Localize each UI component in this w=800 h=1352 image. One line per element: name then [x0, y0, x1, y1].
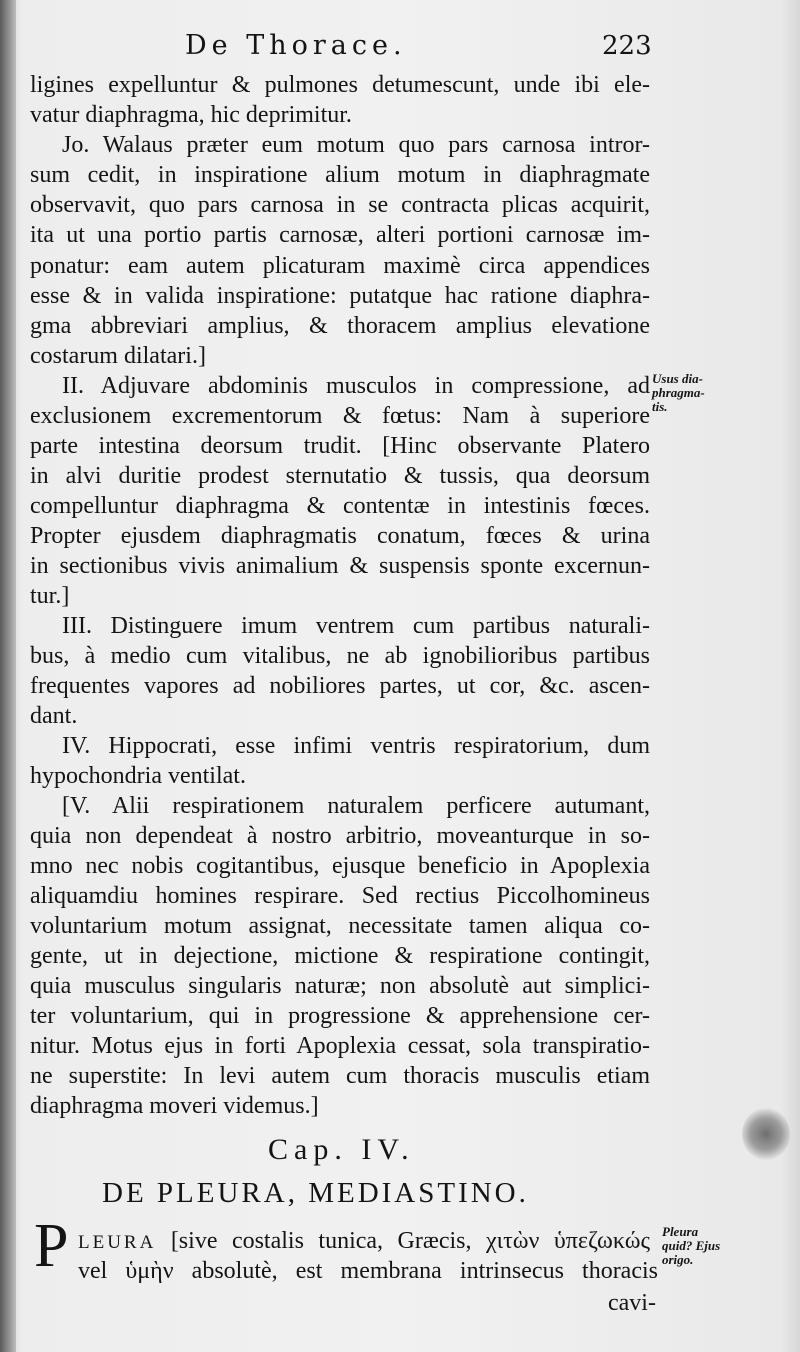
marginal-note-pleura	[662, 1225, 720, 1267]
body-line: ita ut una portio partis carnosæ, alteri portioni carnosæ im-	[30, 222, 650, 248]
body-line: parte intestina deorsum trudit. [Hinc observante Platero	[30, 433, 650, 459]
body-line: ponatur: eam autem plicaturam maximè circa appendices	[30, 253, 650, 279]
marginal-note-line: phragma-	[652, 385, 705, 400]
body-line: Jo. Walaus præter eum motum quo pars carnosa intror-	[62, 132, 650, 158]
body-line: ligines expelluntur & pulmones detumescunt, unde ibi ele-	[30, 72, 650, 98]
drop-cap: P	[34, 1212, 69, 1280]
catchword: cavi-	[608, 1290, 656, 1316]
body-line: [V. Alii respirationem naturalem perficere autumant,	[62, 793, 650, 819]
body-line: IV. Hippocrati, esse infimi ventris respiratorium, dum	[62, 733, 650, 759]
marginal-note-line: Pleura	[662, 1224, 699, 1239]
body-line: esse & in valida inspiratione: putatque hac ratione diaphra-	[30, 283, 650, 309]
chapter-line-text: [sive costalis tunica, Græcis, χιτὼν ὑπεζωκώς	[170, 1228, 650, 1254]
body-line: costarum dilatari.]	[30, 343, 206, 369]
chapter-line-1	[78, 1226, 650, 1258]
body-line: diaphragma moveri videmus.]	[30, 1093, 319, 1119]
body-line: ter voluntarium, qui in progressione & apprehensione cer-	[30, 1003, 650, 1029]
body-line: mno nec nobis cogitantibus, ejusque beneficio in Apoplexia	[30, 853, 650, 879]
body-line: aliquamdiu homines respirare. Sed rectius Piccolhomineus	[30, 883, 650, 909]
body-line: compelluntur diaphragma & contentæ in intestinis fœces.	[30, 493, 650, 519]
chapter-title: DE PLEURA, MEDIASTINO.	[102, 1177, 529, 1209]
body-line: frequentes vapores ad nobiliores partes, ut cor, &c. ascen-	[30, 673, 650, 699]
chapter-first-word: LEURA	[78, 1232, 157, 1253]
running-head: De Thorace.	[185, 30, 407, 61]
body-line: in alvi duritie prodest sternutatio & tussis, qua deorsum	[30, 463, 650, 489]
marginal-note-line: Usus dia-	[652, 371, 703, 386]
body-line: II. Adjuvare abdominis musculos in compressione, ad	[62, 373, 650, 399]
body-line: quia non dependeat à nostro arbitrio, moveanturque in so-	[30, 823, 650, 849]
marginal-note-line: origo.	[662, 1252, 694, 1267]
body-line: gma abbreviari amplius, & thoracem amplius elevatione	[30, 313, 650, 339]
marginal-note-usus	[652, 372, 705, 414]
body-line: nitur. Motus ejus in forti Apoplexia cessat, sola transpiratio-	[30, 1033, 650, 1059]
chapter-number: Cap. IV.	[268, 1133, 415, 1166]
body-line: ne superstite: In levi autem cum thoracis musculis etiam	[30, 1063, 650, 1089]
marginal-note-line: tis.	[652, 399, 668, 414]
body-line: III. Distinguere imum ventrem cum partibus naturali-	[62, 613, 650, 639]
body-line: tur.]	[30, 583, 70, 609]
body-line: observavit, quo pars carnosa in se contracta plicas acquirit,	[30, 192, 650, 218]
ink-smudge	[742, 1108, 790, 1160]
body-line: dant.	[30, 703, 78, 729]
body-line: Propter ejusdem diaphragmatis conatum, fœces & urina	[30, 523, 650, 549]
marginal-note-line: quid? Ejus	[662, 1238, 721, 1253]
body-line: hypochondria ventilat.	[30, 763, 246, 789]
body-line: voluntarium motum assignat, necessitate tamen aliqua co-	[30, 913, 650, 939]
body-line: bus, à medio cum vitalibus, ne ab ignobilioribus partibus	[30, 643, 650, 669]
body-line: gente, ut in dejectione, mictione & respiratione contingit,	[30, 943, 650, 969]
chapter-line-2: vel ὑμὴν absolutè, est membrana intrinsecus thoracis	[78, 1258, 658, 1284]
body-line: in sectionibus vivis animalium & suspensis sponte excernun-	[30, 553, 650, 579]
body-line: exclusionem excrementorum & fœtus: Nam à superiore	[30, 403, 650, 429]
page-number: 223	[602, 31, 652, 61]
body-line: sum cedit, in inspiratione alium motum in diaphragmate	[30, 162, 650, 188]
body-line: quia musculus singularis naturæ; non absolutè aut simplici-	[30, 973, 650, 999]
body-line: vatur diaphragma, hic deprimitur.	[30, 102, 352, 128]
page-gutter-shadow	[0, 0, 16, 1352]
